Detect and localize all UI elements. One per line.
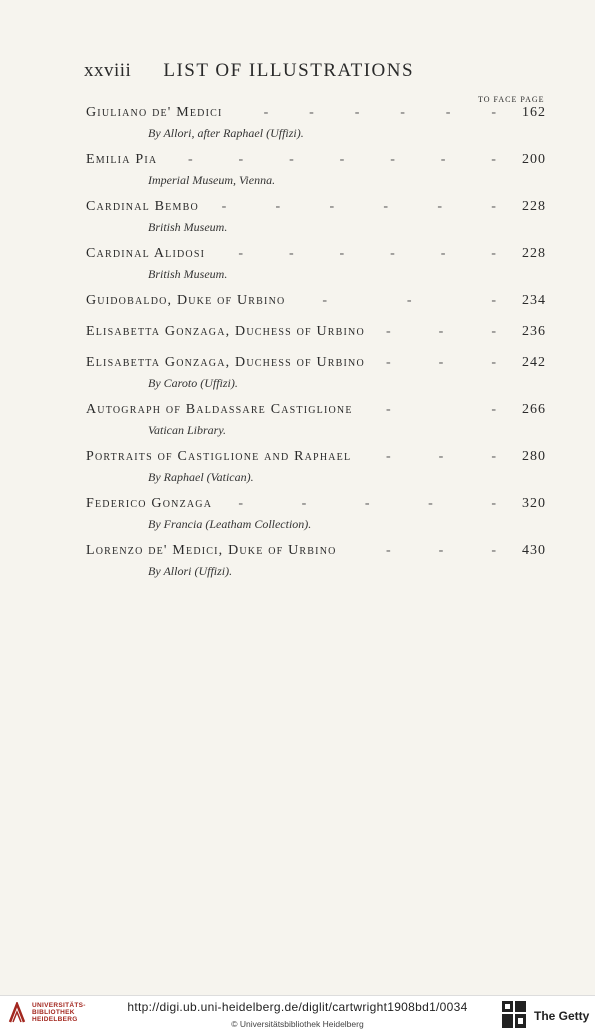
page-number: xxviii: [84, 60, 132, 81]
getty-logo-icon: [501, 1000, 527, 1030]
illustration-title: Emilia Pia: [86, 152, 158, 167]
page-reference: 200: [522, 152, 546, 167]
illustration-credit: British Museum.: [148, 220, 228, 234]
dash-leader: - - -: [322, 293, 496, 308]
library-name: UNIVERSITÄTS- BIBLIOTHEK HEIDELBERG: [32, 1002, 86, 1023]
illustration-credit: By Allori, after Raphael (Uffizi).: [148, 126, 304, 140]
page-title: LIST OF ILLUSTRATIONS: [163, 60, 415, 81]
dash-leader: - - -: [386, 543, 496, 558]
illustration-credit: By Raphael (Vatican).: [148, 470, 254, 484]
list-item-row: [86, 293, 546, 313]
illustration-credit: By Caroto (Uffizi).: [148, 376, 238, 390]
illustration-title: Autograph of Baldassare Castiglione: [86, 402, 353, 417]
dash-leader: - - -: [386, 355, 496, 370]
list-item-row: [86, 496, 546, 516]
illustration-credit: Vatican Library.: [148, 423, 227, 437]
list-item: [86, 355, 546, 391]
list-item: [86, 152, 546, 188]
illustration-title: Lorenzo de' Medici, Duke of Urbino: [86, 543, 337, 558]
page-reference: 236: [522, 324, 546, 339]
list-item: [86, 199, 546, 235]
illustration-title: Cardinal Bembo: [86, 199, 199, 214]
page-reference: 228: [522, 199, 546, 214]
illustration-title: Elisabetta Gonzaga, Duchess of Urbino: [86, 355, 365, 370]
list-item-row: [86, 324, 546, 344]
list-item-row: [86, 199, 546, 219]
list-item-row: [86, 449, 546, 469]
page-reference: 162: [522, 105, 546, 120]
dash-leader: - - - - -: [238, 496, 496, 511]
illustration-title: Elisabetta Gonzaga, Duchess of Urbino: [86, 324, 365, 339]
list-item-row: [86, 246, 546, 266]
page-reference: 266: [522, 402, 546, 417]
illustration-title: Portraits of Castiglione and Raphael: [86, 449, 352, 464]
dash-leader: - - -: [386, 449, 496, 464]
list-item: [86, 293, 546, 313]
dash-leader: - - - - - -: [221, 199, 496, 214]
copyright-text: © Universitätsbibliothek Heidelberg: [231, 1019, 364, 1029]
column-label: TO FACE PAGE: [478, 95, 545, 104]
list-item-row: [86, 543, 546, 563]
list-item: [86, 543, 546, 579]
illustration-title: Guidobaldo, Duke of Urbino: [86, 293, 286, 308]
illustration-title: Federico Gonzaga: [86, 496, 213, 511]
list-item-row: [86, 355, 546, 375]
dash-leader: - - - - - - -: [188, 152, 496, 167]
dash-leader: - - - - - -: [238, 246, 496, 261]
illustration-title: Cardinal Alidosi: [86, 246, 206, 261]
list-item: [86, 324, 546, 344]
dash-leader: - - -: [386, 324, 496, 339]
list-item: [86, 246, 546, 282]
list-item-row: [86, 402, 546, 422]
page-reference: 234: [522, 293, 546, 308]
getty-label: The Getty: [534, 1009, 590, 1023]
footer-bar: [0, 995, 595, 1035]
list-item: [86, 105, 546, 141]
illustration-credit: Imperial Museum, Vienna.: [148, 173, 276, 187]
list-item: [86, 449, 546, 485]
illustrations-list: [86, 105, 546, 590]
page-reference: 430: [522, 543, 546, 558]
list-item: [86, 496, 546, 532]
page-reference: 320: [522, 496, 546, 511]
list-item-row: [86, 105, 546, 125]
list-item: [86, 402, 546, 438]
source-url-link[interactable]: http://digi.ub.uni-heidelberg.de/diglit/cartwright1908bd1/0034: [127, 1000, 468, 1014]
illustration-credit: By Francia (Leatham Collection).: [148, 517, 312, 531]
list-item-row: [86, 152, 546, 172]
dash-leader: - - - - - -: [263, 105, 496, 120]
page-reference: 280: [522, 449, 546, 464]
illustration-credit: British Museum.: [148, 267, 228, 281]
page-header: [84, 60, 464, 82]
page-reference: 242: [522, 355, 546, 370]
illustration-credit: By Allori (Uffizi).: [148, 564, 233, 578]
page-reference: 228: [522, 246, 546, 261]
illustration-title: Giuliano de' Medici: [86, 105, 223, 120]
dash-leader: - -: [386, 402, 496, 417]
